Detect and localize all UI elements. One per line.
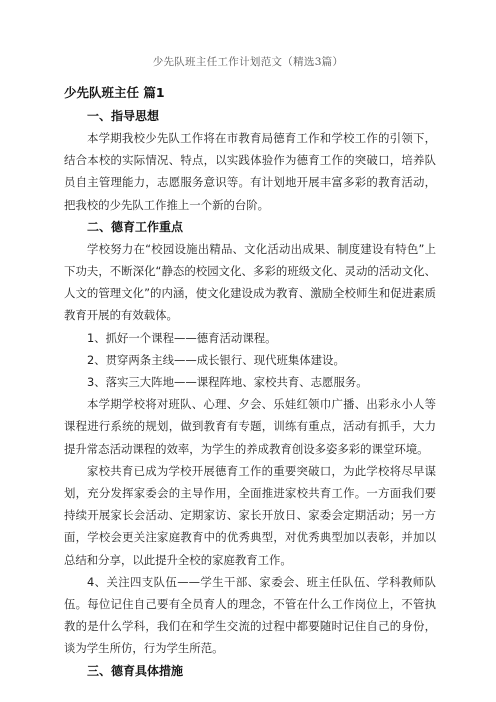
- list-item: 2、贯穿两条主线——成长银行、现代班集体建设。: [87, 352, 345, 367]
- document-body: [64, 82, 436, 682]
- document-header: 少先队班主任工作计划范文（精选3篇）: [152, 56, 344, 68]
- section-heading-guiding-thought: 一、指导思想: [87, 109, 160, 123]
- paragraph: 家校共育已成为学校开展德育工作的重要突破口，为此学校将尽早谋划，充分发挥家委会的主导作用，全面推进家校共育工作。一方面我们要持续开展家长会活动、定期家访、家长开放日、家委会定期活动；另一方面，学校会更关注家庭教育中的优秀典型，对优秀典型加以表彰，并加以总结和分享，以此提升全校的家庭教育工作。: [64, 463, 436, 567]
- section-heading-key-points: 二、德育工作重点: [87, 219, 184, 234]
- paragraph: 4、关注四支队伍——学生干部、家委会、班主任队伍、学科教师队伍。每位记住自己要有全员育人的理念，不管在什么工作岗位上，不管执教的是什么学科，我们在和学生交流的过程中都要随时记住自己的身份，谈为学生所仿，行为学生所范。: [64, 574, 436, 656]
- article-title: 少先队班主任 篇1: [64, 85, 165, 100]
- paragraph: 学校努力在“校园设施出精品、文化活动出成果、制度建设有特色”上下功夫，不断深化“静态的校园文化、多彩的班级文化、灵动的活动文化、人文的管理文化”的内涵，使文化建设成为教育、激励全校师生和促进素质教育开展的有效载体。: [64, 241, 436, 323]
- list-item: 3、落实三大阵地——课程阵地、家校共育、志愿服务。: [87, 375, 368, 390]
- paragraph: 本学期我校少先队工作将在市教育局德育工作和学校工作的引领下，结合本校的实际情况、特点，以实践体验作为德育工作的突破口，培养队员自主管理能力，志愿服务意识等。有计划地开展丰富多彩的教育活动，把我校的少先队工作推上一个新的台阶。: [64, 131, 436, 212]
- paragraph: 本学期学校将对班队、心理、夕会、乐娃红领巾广播、出彩永小人等课程进行系统的规划，做到教育有专题，训练有重点，活动有抓手，大力提升常态活动课程的效率，为学生的养成教育创设多姿多彩的课堂环境。: [64, 397, 436, 456]
- section-heading-measures: 三、德育具体措施: [87, 663, 184, 678]
- list-item: 1、抓好一个课程——德育活动课程。: [87, 330, 277, 345]
